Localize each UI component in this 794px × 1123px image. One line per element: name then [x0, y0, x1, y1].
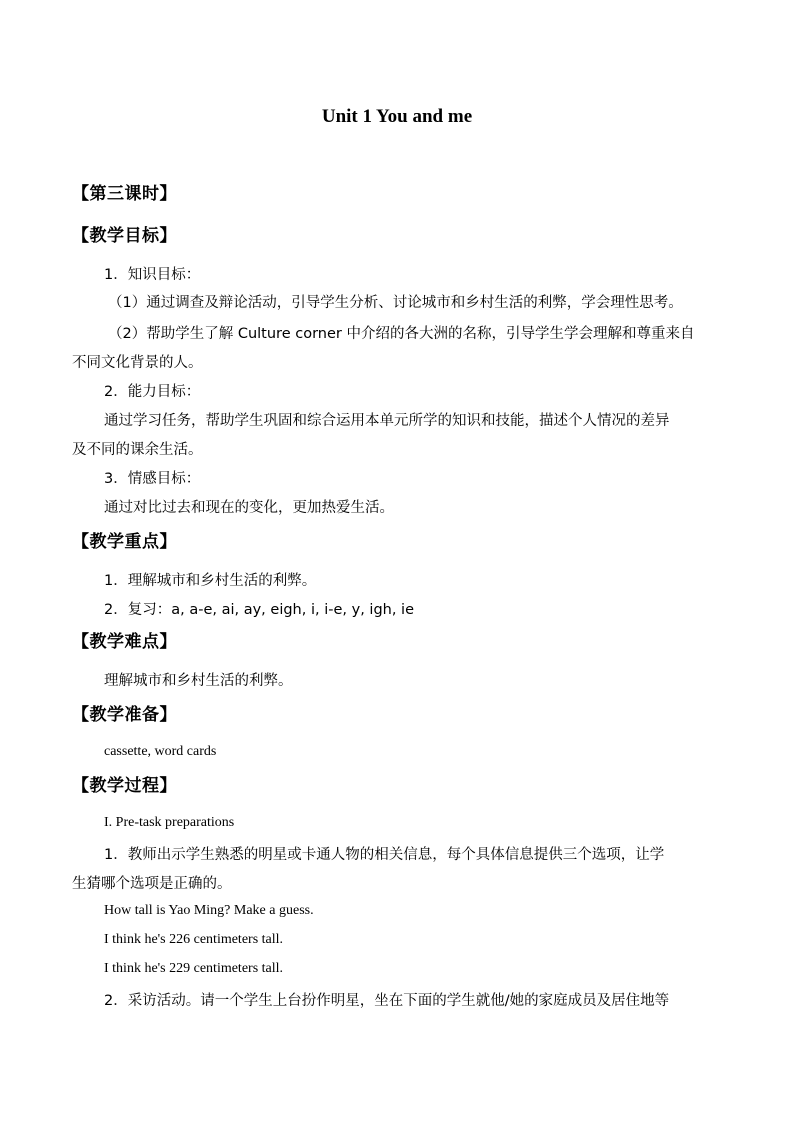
process-stage-1: I. Pre-task preparations — [104, 815, 235, 830]
process-step-2: 2．采访活动。请一个学生上台扮作明星，坐在下面的学生就他/她的家庭成员及居住地等 — [104, 993, 670, 1009]
emotion-objective: 通过对比过去和现在的变化，更加热爱生活。 — [104, 500, 394, 516]
section-key-points-heading: 【教学重点】 — [72, 532, 177, 552]
key-point-2: 2．复习：a, a-e, ai, ay, eigh, i, i-e, y, igh, ie — [104, 602, 415, 618]
process-example-2: I think he's 226 centimeters tall. — [104, 932, 284, 947]
process-example-3: I think he's 229 centimeters tall. — [104, 961, 284, 976]
ability-objective-line2: 及不同的课余生活。 — [72, 442, 203, 458]
emotion-objective-title: 3．情感目标： — [104, 471, 201, 487]
knowledge-objective-1: （1）通过调查及辩论活动，引导学生分析、讨论城市和乡村生活的利弊，学会理性思考。 — [108, 295, 683, 311]
section-process-heading: 【教学过程】 — [72, 776, 177, 796]
section-lesson-heading: 【第三课时】 — [72, 184, 177, 204]
ability-objective-title: 2．能力目标： — [104, 384, 201, 400]
knowledge-objective-title: 1．知识目标： — [104, 267, 201, 283]
difficulty-item: 理解城市和乡村生活的利弊。 — [104, 673, 293, 689]
process-step-1-line1: 1．教师出示学生熟悉的明星或卡通人物的相关信息，每个具体信息提供三个选项，让学 — [104, 847, 665, 863]
preparation-item: cassette, word cards — [104, 744, 217, 759]
section-objectives-heading: 【教学目标】 — [72, 226, 177, 246]
page-title: Unit 1 You and me — [321, 106, 473, 127]
key-point-1: 1．理解城市和乡村生活的利弊。 — [104, 573, 317, 589]
process-step-1-line2: 生猜哪个选项是正确的。 — [72, 876, 232, 892]
knowledge-objective-2-line1: （2）帮助学生了解 Culture corner 中介绍的各大洲的名称，引导学生学会理解和尊重来自 — [108, 326, 695, 342]
ability-objective-line1: 通过学习任务，帮助学生巩固和综合运用本单元所学的知识和技能，描述个人情况的差异 — [104, 413, 670, 429]
process-example-1: How tall is Yao Ming? Make a guess. — [104, 903, 314, 918]
section-difficulties-heading: 【教学难点】 — [72, 632, 177, 652]
knowledge-objective-2-line2: 不同文化背景的人。 — [72, 355, 203, 371]
section-preparation-heading: 【教学准备】 — [72, 705, 177, 725]
